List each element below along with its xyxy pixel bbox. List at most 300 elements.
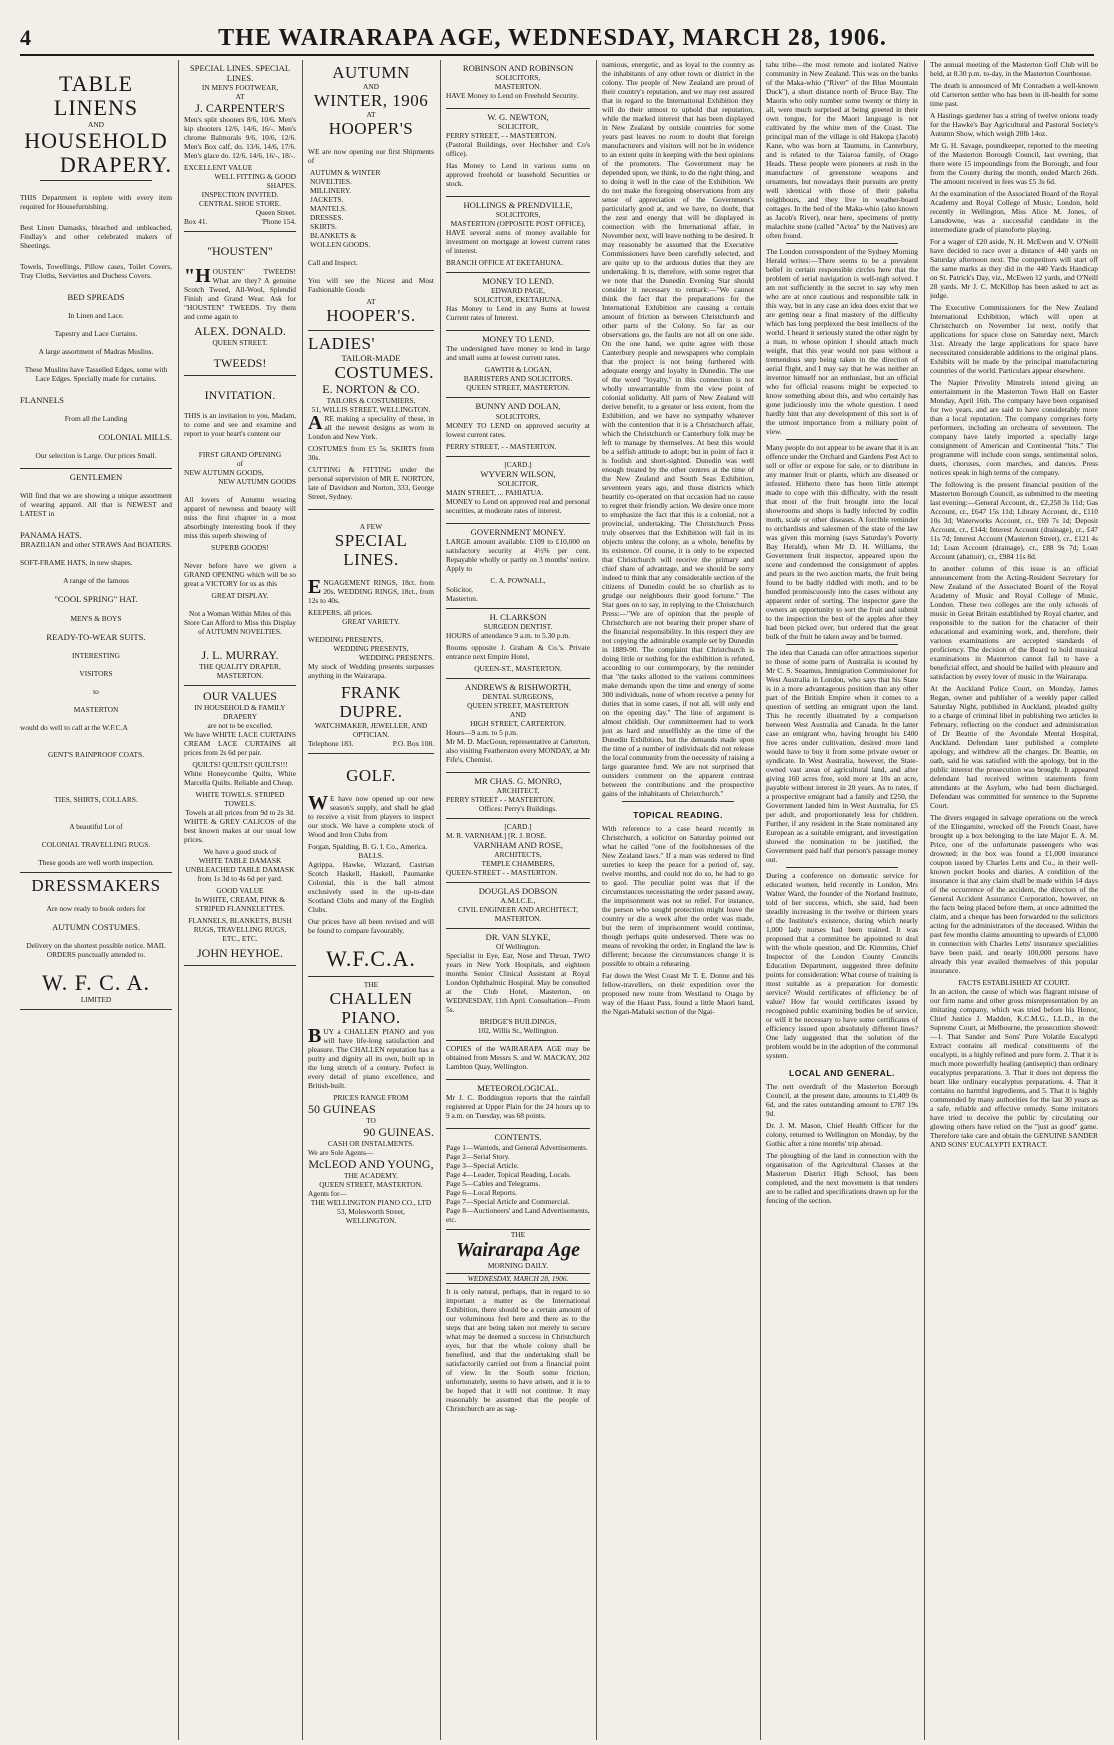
ad-text: CIVIL ENGINEER AND ARCHITECT, bbox=[458, 905, 578, 915]
ad-text: 'Phone 154. bbox=[261, 217, 296, 227]
ad-text: BUY a CHALLEN PIANO and you will have life-long satisfaction and pleasure. The CHALLEN reputation has a purity and dignity all its own, built up in the long stretch of a century. Perfect in every detail of piano excellence, and British-built. bbox=[308, 1025, 434, 1091]
ad-text: [CARD.] bbox=[504, 459, 532, 469]
article-text: The annual meeting of the Masterton Golf Club will be held, at 8.30 p.m. to-day, in the Masterton Courthouse. bbox=[930, 60, 1098, 78]
ad-text: COPIES of the WAIRARAPA AGE may be obtained from Messrs S. and W. MACKAY, 202 Lambton Quay, Wellington. bbox=[446, 1044, 590, 1072]
ad-text: Has Money to Lend in various sums on approved freehold or leasehold Securities or stock. bbox=[446, 161, 590, 189]
article-text: The death is announced of Mr Conradsen a well-known old Carterton settler who has been in ill-health for some time past. bbox=[930, 81, 1098, 108]
ad-text: MORNING DAILY. bbox=[487, 1260, 549, 1270]
article-text: namious, energetic, and as loyal to the country as the inhabitants of any other town or district in the colony. The people of New Zealand are proud of their country's reputation, and we may rest assured that in regard to the International Exhibition they will do their utmost to uphold that reputation, while the marked interest that has been displayed in New Zealand by outside countries for some years past leaves no room to doubt that foreign manufacturers and visitors will not be in evidence to an extent quite in keeping with the best opinions of the promoters. The Government may be depended upon, we think, to do the right thing, and to doing it well in the case of the Exhibition. We do not make the foregoing observations from any sense of appreciation of the Government's particularly good at, and we have, no doubt, that the zest and energy that will be displayed in connection with the International affair, in November next, will leave nothing to be desired. It may reasonably be assumed that the Executive Commissioners have been carefully selected, and are quite up to the arduous duties that they are undertaking. It is, therefore, with some regret that we note that the Dunedin Evening Star should consider it necessary to remark:—"We cannot think the fact that the preparations for the International Exhibition are causing a certain amount of friction as between Christchurch and other parts of the Colony. So far as our observations go, the faults are not all on one side. On the one hand, we quite agree with those Canterbury people and newspapers who complain that the project is not being furthered with adequate energy and loyalty in Dunedin. The use of the word "loyalty," in this connection is not wholly unwarrantable from the view point of colonial solidarity. All parts of New Zealand will derive benefit, to a greater or less extent, from the Exhibition, and we have no sympathy whatever with the contention that it is a Christchurch affair, which the Christchurch or Canterbury folk may be left to manage by themselves. At best this would be a selfish attitude to adopt; but in point of fact it is foolish and short-sighted. Dunedin was well enough treated by the other centres at the time of the New Zealand and South Seas Exhibition, seventeen years ago, and those districts which heartily co-operated on that occasion had no cause to regret their friendly action. We desire once more to emphasize the fact that this is a colonial, not a provincial, undertaking. The Christchurch Press truly observes that the Exhibition will fail in its objects unless the colony, as a whole, benefits by its existence. Of course, it is only to be expected that Christchurch will receive the primary and chief share of advantage, and we should be sorry indeed to think that any considerable section of the citizens of Dunedin could be so churlish as to grudge our neighbours their good fortune." The Star goes on to say, in replying to the Christchurch Press:—"We are of opinion that the people of Christchurch are not bearing their proper share of the financial responsibility. In this respect they are not copying the admirable example set by Dunedin in 1889-90. The complaint that Christchurch is doing little or nothing for the exhibition is refuted, according to our contemporary, by the reminder that "the tasks allotted to the various committees make demands upon the time and energy of some 300 individuals, none of whom receive a penny for duties that in some cases, if not all, will only end on the opening day." The line of argument is almost childish. Our committeemen had to work just as hard and unselfishly as the time of the Dunedin Exhibition, but the demands made upon the time of a number of individuals did not release the local community from the necessity of raising a large guarantee fund. We are not surprised that outsiders comment on the apparent contrast between the contributions and the prospective gains of the inhabitants of Christchurch." bbox=[602, 60, 754, 798]
ad-text: GENTLEMEN bbox=[69, 472, 123, 483]
list-item: AUTUMN & WINTER bbox=[310, 168, 381, 177]
card-heading: MR CHAS. G. MONRO, bbox=[474, 775, 562, 786]
card-heading: DR. VAN SLYKE, bbox=[485, 932, 551, 943]
ad-text: GAWITH & LOGAN, bbox=[484, 365, 552, 375]
item-list bbox=[308, 168, 434, 249]
ad-heading: E. NORTON & CO. bbox=[322, 382, 420, 397]
ad-text: BED SPREADS bbox=[67, 292, 125, 302]
ad-text: Call and Inspect. bbox=[308, 258, 358, 267]
ad-heading: LADIES' bbox=[308, 334, 376, 353]
ad-challen bbox=[308, 977, 434, 1230]
list-item: MILLINERY. bbox=[310, 186, 352, 195]
ad-text: In WHITE, CREAM, PINK & STRIPED FLANNELETTES. bbox=[194, 895, 286, 914]
contents-item: Page 4—Leader, Topical Reading, Locals. bbox=[446, 1169, 571, 1179]
ad-text: AND bbox=[87, 120, 104, 129]
column-6 bbox=[760, 60, 923, 1740]
ad-heading: W. F. C. A. bbox=[41, 969, 151, 995]
ad-text: QUEEN STREET, MASTERTON. bbox=[466, 383, 570, 393]
ad-text: Box 41. bbox=[184, 217, 208, 227]
ad-text: KEEPERS, all prices. bbox=[308, 608, 373, 618]
ad-text: GREAT DISPLAY. bbox=[211, 591, 269, 601]
card-heading: DOUGLAS DOBSON bbox=[478, 886, 558, 897]
card-heading: W. G. NEWTON, bbox=[487, 112, 549, 123]
card-newton bbox=[446, 109, 590, 197]
ad-text: QUEEN-STREET - - MASTERTON. bbox=[446, 868, 558, 878]
ad-text: BALLS. bbox=[358, 851, 384, 861]
article-text: At the Auckland Police Court, on Monday, James Regan, owner and publisher of a weekly paper called Saturday Night, published in Auckland, pleaded guilty to a charge of criminal libel in publishing two articles in February, reflecting on the conduct and administration of Dr Beattie of the Avondale Mental Hospital, Auckland. Defendant later published a complete apology, and withdrew all the charges. Dr. Beattie, on oath, said he was satisfied with the apology, but in the public interest the prosecution was brought. It appeared defendant had received written statements from attendants at the Asylum, who had been discharged. Defendant was committed for sentence to the Supreme Court. bbox=[930, 684, 1098, 810]
ad-text: WEDDING PRESENTS. bbox=[358, 653, 434, 663]
card-vanslyke bbox=[446, 929, 590, 1041]
ad-text: ARCHITECTS, bbox=[494, 850, 542, 860]
ad-text: MONEY TO LEND on approved security at lowest current rates. bbox=[446, 420, 590, 439]
article-text: The following is the present financial position of the Masterton Borough Council, as submitted to the meeting last evening:—General Account, dr., £2,258 3s 11d; Gas Account, cr., £647 15s 11d; Library Account, dr., £110 10s 3d; Waterworks Account, cr., £69 7s 1d; Deposit Account, cr., £144; Interest Account (drainage), cr., £47 11s 7d; Interest Account (Masterton Street), cr., £121 4s 1d; Loan Account (drainage), cr., £88 9s 7d; Loan Account (abattoir), cr., £984 11s 8d. bbox=[930, 480, 1098, 561]
ad-text: FLANNELS, BLANKETS, BUSH RUGS, TRAVELLING RUGS, ETC., ETC. bbox=[188, 916, 292, 944]
list-item: JACKETS. bbox=[310, 195, 344, 204]
card-page bbox=[446, 273, 590, 331]
ad-text: Not a Woman Within Miles of this Store Can Afford to Miss this Display of AUTUMN NOVELTIES. bbox=[184, 609, 296, 637]
ad-text: We have a good stock of bbox=[203, 847, 277, 857]
ad-text: TIES, SHIRTS, COLLARS. bbox=[54, 794, 138, 804]
ad-text bbox=[184, 217, 296, 226]
ad-text: THIS is an invitation to you, Madam, to come and see and examine and report to your heart's content our bbox=[184, 411, 296, 439]
ad-text: SURGEON DENTIST. bbox=[483, 621, 553, 631]
section-heading: METEOROLOGICAL. bbox=[477, 1083, 559, 1094]
masthead bbox=[20, 22, 1094, 56]
contents-item: Page 8—Auctioneers' and Land Advertisements, etc. bbox=[446, 1205, 590, 1224]
ad-text: All lovers of Autumn wearing apparel of newness and beauty will miss the first chapter in a most absorbingly interesting book if they miss this superb showing of bbox=[184, 495, 296, 541]
ad-text: Our selection is Large. Our prices Small. bbox=[35, 451, 157, 461]
ad-text: AND bbox=[509, 709, 526, 719]
ad-text: PRICES RANGE FROM bbox=[333, 1093, 409, 1103]
ad-heading: TABLE LINENS bbox=[53, 71, 139, 120]
section-heading: FACTS ESTABLISHED AT COURT. bbox=[958, 978, 1070, 987]
ad-text: A FEW bbox=[359, 522, 383, 532]
ad-text: MAIN STREET, ... PAHIATUA. bbox=[446, 487, 544, 497]
card-heading: VARNHAM AND ROSE, bbox=[473, 840, 563, 851]
ad-text: MASTERTON bbox=[73, 704, 119, 714]
ad-text: THE bbox=[510, 1229, 526, 1239]
ad-text: HOURS of attendance 9 a.m. to 5.30 p.m. bbox=[446, 630, 570, 640]
ad-text: to bbox=[93, 686, 99, 696]
article-text: The idea that Canada can offer attractions superior to those of some parts of Australia is scouted by Mr C. S. Seaamus, Immigration Commissioner for West Australia in London, who says that his State is in a more advantageous position than any other part of the British Empire when it comes to a question of settling an emigrant upon the land. This he recently illustrated by a comparison between West Australia and Canada. In the latter case an emigrant who, having brought his £400 free acres under cultivation, desired more land would have to buy it from some private owner or syndicate. In West Australia, however, the State-owned vast areas of agricultural land, and after giving 160 acres free, sold more at 10s an acre, payable without interest in 20 years. As to rates, if a prospective emigrant had a family and £250, the Government landed him in West Australia, for £5 per adult, and proportionately less for children. Further, if any resident in the State nominated any European as a suitable emigrant, and investigation showed the nomination to be justified, the Government paid half that person's passage money out. bbox=[766, 648, 918, 864]
ad-heading: WINTER, 1906 bbox=[313, 91, 429, 110]
ad-text: A range of the famous bbox=[63, 576, 129, 586]
ad-text: NEW AUTUMN GOODS, bbox=[184, 468, 264, 478]
ad-text: Men's split shooters 8/6, 10/6. Men's kip shooters 12/6, 14/6, 16/-. Men's chrome Balmorals 9/6, 10/6, 12/6. Men's Box calf, do. 13/6, 14/6, 17/6. Men's glace do. 12/6, 14/6, 16/-, 18/-. bbox=[184, 115, 296, 161]
ad-text: WE are now opening our first Shipments of bbox=[308, 147, 434, 165]
article-text: The nett overdraft of the Masterton Borough Council, at the present date, amounts to £1,409 0s 6d, and the rates outstanding amount to £787 19s 9d. bbox=[766, 1082, 918, 1119]
ad-text: SOLICITOR, EKETAHUNA. bbox=[473, 295, 563, 305]
ad-text: The undersigned have money to lend in large and small sums at lowest current rates. bbox=[446, 344, 590, 363]
article-text: Many people do not appear to be aware that it is an offence under the Orchard and Gardens Pest Act to sell or offer or expose for sale, or to distribute in any manner fruit or plants, which are diseased or infested. Hitherto there has been little attempt made to cope with this difficulty, with the result that most of the fruit brought into the local showrooms and shops is badly infected by codlin moth, scale or other diseases. A forcible reminder to orchardists and salesmen of the state of the law was given this morning (says Saturday's Poverty Bay Herald), when Mr D. H. Williams, the Government fruit inspector, appeared upon the scene and condemned the consignment of apples and pears in the two auction marts, the fruit being found to be badly riddled with moth, and to be bundled promiscuously into the cases without any apparent order of sorting. The inspector gave the owners an opportunity to sort the fruit and submit to the inspection the best of the apples after they had been picked over, but ordered that the great bulk of the fruit be taken away and be burned. bbox=[766, 443, 918, 641]
page-number: 4 bbox=[20, 25, 31, 50]
ad-carpenter bbox=[184, 60, 296, 232]
ad-gentlemen bbox=[20, 469, 172, 872]
ad-text: WATCHMAKER, JEWELLER, AND OPTICIAN. bbox=[314, 721, 428, 740]
ad-text: These goods are well worth inspection. bbox=[38, 857, 154, 867]
ad-text: WEDDING PRESENTS, bbox=[308, 635, 384, 645]
ad-text: WELL FITTING & GOOD SHAPES. bbox=[214, 172, 296, 191]
ad-text: Mr M. D. MacGoun, representative at Carterton, also visiting Featherston every MONDAY, at Mr Fife's, Chemist. bbox=[446, 736, 590, 764]
ad-dupre bbox=[308, 510, 434, 754]
ad-text: MEN'S & BOYS bbox=[70, 613, 122, 623]
ad-text: A large assortment of Madras Muslins. bbox=[38, 347, 154, 357]
list-item: BLANKETS & bbox=[310, 231, 357, 240]
card-heading: GOVERNMENT MONEY. bbox=[470, 526, 566, 537]
article-text: The Napier Privolity Minstrels intend giving an entertainment in the Masterton Town Hall on Easter Monday, April 16th. The company have been organised for two years, and are said to have considerably more than a local reputation. The company comprises forty performers, including an orchestra of seventeen. The company have lately imported a specially large consignment of American and Continental "hits." The programme will include coon songs, sentimental solos, duets, choruses, coon marches, and dances. Press notices speak in high terms of the company. bbox=[930, 378, 1098, 477]
list-item: MANTELS. bbox=[310, 204, 347, 213]
ad-text: BARRISTERS AND SOLICITORS. bbox=[463, 374, 573, 384]
ad-text: THE QUALITY DRAPER, bbox=[199, 662, 281, 672]
ad-text: 90 GUINEAS. bbox=[363, 1125, 434, 1140]
ad-text: IN MEN'S FOOTWEAR, bbox=[201, 83, 279, 93]
ad-text: INSPECTION INVITED. bbox=[201, 190, 279, 200]
ad-text: In Linen and Lace. bbox=[68, 311, 124, 321]
ad-golf bbox=[308, 754, 434, 977]
ad-text: THE ACADEMY. bbox=[343, 1171, 399, 1181]
ad-text: LIMITED bbox=[80, 994, 112, 1004]
card-pownall bbox=[446, 524, 590, 609]
ad-text: 53, Molesworth Street, bbox=[337, 1207, 405, 1217]
article-text: For a wager of £20 aside, N. H. McEwen and V. O'Neill have decided to race over a distance of 440 yards on Saturday afternoon next. The competitors will start off the same marks as they did in the 440 Yards Handicap on St. Patrick's Day, viz., McEwen 12 yards, and O'Neill 28 yards. Mr J. C. McKillop has been asked to act as judge. bbox=[930, 237, 1098, 300]
ad-text: "COOL SPRING" HAT. bbox=[54, 594, 138, 605]
ad-heading: SPECIAL LINES. SPECIAL LINES. bbox=[189, 63, 291, 84]
article-text: The London correspondent of the Sydney Morning Herald writes:—There seems to be a prevalent belief in certain responsible circles here that the problem of serial navigation is well-nigh solved. I am not sufficiently in the secret to say why men who are at once cautious and responsible talk in this way, but in any case an idea does exist that we are getting near a final mastery of the difficulty which has long perplexed the best intellects of the world. I heard it seriously stated the other night by a man, to whose opinion I should attach much weight, that this year would not pass without a tremendous step being taken in the direction of aerial flight, and I may say that he was neither an inventor himself nor an enthusiast, but an official who for official reasons might be expected to know something about this, and who certainly has gone judiciously into the whole question. I need hardly hint that any development of this sort is of the utmost importance from a military point of view. bbox=[766, 247, 918, 436]
article-text: The ploughing of the land in connection with the organisation of the Agricultural Classes at the Masterton District High School, has been completed, and the next movement is that tenders are to be called and specifications drawn up for the fencing of the section. bbox=[766, 1151, 918, 1206]
card-wyvern bbox=[446, 457, 590, 524]
ad-heading: DRESSMAKERS bbox=[31, 875, 161, 895]
ad-text: WHITE & GREY CALICOS of the best known makes at our usual low prices. bbox=[184, 817, 296, 845]
ad-heading: TWEEDS! bbox=[213, 356, 267, 371]
ad-text: HAVE Money to Lend on Freehold Security. bbox=[446, 91, 579, 101]
ad-heading: "HOUSTEN" bbox=[207, 244, 273, 259]
ad-text: QUEEN STREET, MASTERTON bbox=[467, 700, 569, 710]
ad-heading: INVITATION. bbox=[204, 388, 276, 403]
ad-text: AUTUMN COSTUMES. bbox=[52, 921, 140, 932]
ad-text: MASTERTON. bbox=[216, 671, 264, 681]
ad-text: TO bbox=[366, 1116, 376, 1126]
ad-heading: ALEX. DONALD. bbox=[194, 324, 286, 339]
contents-item: Page 2—Serial Story. bbox=[446, 1151, 510, 1161]
ad-text: GOOD VALUE bbox=[216, 886, 264, 896]
article-text: The divers engaged in salvage operations on the wreck of the Elingamite, wrecked off the French Coast, have brought up a box belonging to the late Major E. A. M. Price, one of the unfortunate passengers who was drowned; in the box was found a £1,000 insurance coupon issued by Charles Letts and Co., in their well-known pocket books and diaries. A condition of the insurance is that any claim shall be made within 14 days of the occurrence of the accident, the directors of the General Accident Assurance Corporation, however, on the facts being placed before them, at once admitted the claim, and a cheque has been forwarded to the solicitors acting for the administrators of the deceased. Within the past few months claims amounting to upwards of £3,000 in connection with Charles Letts' insurance specialities have been paid, and nearly 100,000 persons have already this year availed themselves of this popular insurance. bbox=[930, 813, 1098, 975]
ad-text: Forgan, Spalding, B. G. I. Co., America. bbox=[308, 842, 428, 852]
ad-text: ARCHITECT, bbox=[496, 786, 540, 796]
ad-text: COLONIAL TRAVELLING RUGS. bbox=[41, 839, 151, 849]
article-text: Dr. J. M. Mason, Chief Health Officer for the colony, returned to Wellington on Monday, by the Gothic after a nine months' trip abroad. bbox=[766, 1121, 918, 1149]
card-heading: ANDREWS & RISHWORTH, bbox=[464, 681, 572, 692]
ad-text: Will find that we are showing a unique assortment of wearing apparel. All that is NEWEST and LATEST in bbox=[20, 491, 172, 519]
ad-text: P.O. Box 108. bbox=[392, 739, 434, 749]
contents-item: Page 5—Cables and Telegrams. bbox=[446, 1178, 541, 1188]
ad-text: ARE making a speciality of these, in all the newest designs as worn in London and New York. bbox=[308, 412, 434, 442]
ad-text: (Pastoral Buildings, over Hechsher and Co's office). bbox=[446, 140, 590, 159]
ad-text: of bbox=[236, 459, 244, 469]
article-text: In another column of this issue is an official announcement from the Acting-Resident Secretary for New Zealand of the Associated Board of the Royal Academy of Music and Royal College of Music, London. These two colleges are the only schools of music in Great Britain established by Royal charter, and responsible to the nation for the character of their educational and examining work, and, therefore, their various examinations are accepted standards of proficiency. The decision of the Board to hold musical examinations in Masterton cannot fail to have a beneficial effect, and should be hailed with pleasure and satisfaction by every lover of music in the Wairarapa. bbox=[930, 564, 1098, 681]
ad-text: READY-TO-WEAR SUITS. bbox=[46, 631, 146, 642]
ad-text: WEDDING PRESENTS, bbox=[333, 644, 409, 654]
card-bunny bbox=[446, 398, 590, 456]
ad-text: HAVE several sums of money available for investment on mortgage at lowest current rates of interest. bbox=[446, 228, 590, 256]
ad-text: PERRY STREET, - - MASTERTON. bbox=[446, 131, 557, 141]
ad-text: GREAT VARIETY. bbox=[342, 617, 400, 627]
ad-text: Telephone 183. bbox=[308, 739, 354, 749]
ad-text: AT bbox=[235, 92, 245, 102]
ad-text: INTERESTING bbox=[71, 650, 121, 660]
ad-text: TAILORS & COSTUMIERS, bbox=[326, 396, 416, 406]
ad-heading: GOLF. bbox=[346, 766, 396, 786]
ad-text: 50 GUINEAS bbox=[308, 1102, 376, 1117]
card-varnham bbox=[446, 819, 590, 883]
article-text: It is only natural, perhaps, that in regard to so important a matter as the International Exhibition, there should be a certain amount of our voluminous feel here and there as to the steps that are being taken not merely to secure what may be deemed a success in Christchurch eyes, but that the whole colony shall be benefited, and that the undertaking shall be satisfactorily carried out from a financial point of view. In the South some friction, unfortunately, seems to have arisen, and it is to be hoped that it will not continue. It may reasonably be assumed that the people of Christchurch are as sag- bbox=[446, 1286, 590, 1413]
contents-item: Page 7—Special Article and Commercial. bbox=[446, 1196, 570, 1206]
section-heading: CONTENTS. bbox=[494, 1132, 542, 1143]
ad-text: Queen Street. bbox=[255, 208, 296, 218]
ad-text: "HOUSTEN" TWEEDS! What are they? A genuine Scotch Tweed, All-Wool, Splendid Finish and Grand Wear. Ask for "HOUSTEN" TWEEDS. Try them and come again to bbox=[184, 265, 296, 322]
ad-text: Specialist in Eye, Ear, Nose and Throat, TWO years in New York Hospitals, and eighteen months Senior Clinical Assistant at Royal London Ophthalmic Hospital. May be consulted at the Club Hotel, Masterton, on WEDNESDAY, 11th April. Consultation—From 5s. bbox=[446, 951, 590, 1015]
ad-heading: COSTUMES. bbox=[334, 363, 434, 383]
columns bbox=[20, 60, 1096, 1740]
ad-heading: OUR VALUES bbox=[203, 689, 277, 704]
newspaper-title: THE WAIRARAPA AGE, WEDNESDAY, MARCH 28, 1906. bbox=[218, 24, 887, 51]
section-heading: TOPICAL READING. bbox=[633, 810, 723, 820]
ad-text: White Honeycombe Quilts, White Marcella Quilts. Reliable and Cheap. bbox=[184, 769, 296, 788]
ad-text: WELLINGTON. bbox=[345, 1216, 397, 1226]
ad-text: COLONIAL MILLS. bbox=[98, 432, 172, 443]
ad-text: You will see the Nicest and Most Fashionable Goods bbox=[308, 276, 434, 294]
ad-text: 51, WILLIS STREET, WELLINGTON. bbox=[311, 405, 431, 415]
ad-text: These Muslins have Tasselled Edges, some with Lace Edges. Specially made for curtains. bbox=[24, 365, 168, 384]
ad-text: Delivery on the shortest possible notice. MAIL ORDERS punctually attended to. bbox=[26, 940, 166, 959]
ad-text: AT bbox=[366, 110, 376, 119]
card-heading: ROBINSON AND ROBINSON bbox=[462, 63, 574, 73]
card-heading: HOLLINGS & PRENDVILLE, bbox=[463, 200, 573, 211]
card-heading: BUNNY AND DOLAN, bbox=[475, 401, 561, 412]
ad-text: QUEEN-ST., MASTERTON. bbox=[474, 663, 562, 673]
ad-text: M. R. VARNHAM.] [R. J. ROSE. bbox=[446, 831, 547, 841]
ad-text: GENT'S RAINPROOF COATS. bbox=[48, 749, 144, 759]
card-dobson bbox=[446, 883, 590, 929]
ad-text: LARGE amount available. £109 to £10,000 on satisfactory security at 4½% per cent. Repayable wholly or partly on 3 months' notice. Apply to bbox=[446, 536, 590, 573]
ad-text: BRANCH OFFICE AT EKETAHUNA. bbox=[446, 258, 564, 268]
ad-text: CUTTING & FITTING under the personal supervision of MR E. NORTON, late of Davidson and Norton, 333, George Street, Sydney. bbox=[308, 465, 434, 502]
ad-heading: J. L. MURRAY. bbox=[201, 648, 279, 663]
ad-text: would do well to call at the W.F.C.A bbox=[20, 722, 128, 732]
ad-text: EDWARD PAGE, bbox=[491, 286, 545, 296]
ad-text: WE have now opened up our new season's supply, and shall be glad to receive a visit from players to inspect our stock. We have a complete stock of Wood and Iron Clubs from bbox=[308, 792, 434, 840]
ad-text: WHITE TABLE DAMASK UNBLEACHED TABLE DAMASK from 1s 3d to 4s 6d per yard. bbox=[185, 856, 295, 884]
ad-text: MASTERTON. bbox=[494, 914, 542, 924]
ad-text: A.M.I.C.E., bbox=[500, 896, 536, 906]
column-7 bbox=[924, 60, 1098, 1740]
ad-text bbox=[308, 739, 434, 748]
article-text: A Hastings gardener has a string of twelve onions ready for the Hawke's Bay Agricultural and Pastoral Society's Autumn Show, which weigh 20lb 14oz. bbox=[930, 111, 1098, 138]
ad-heading: HOUSEHOLD bbox=[24, 128, 168, 153]
ad-heading: FRANK DUPRE. bbox=[339, 683, 403, 722]
article-text: At the examination of the Associated Board of the Royal Academy and Royal College of Music, London, held recently in Wellington, Miss Alice M. Jones, of Lansdowne, was a successful candidate in the intermediate grade of pianoforte playing. bbox=[930, 189, 1098, 234]
card-hollings bbox=[446, 197, 590, 273]
ad-text: FLANNELS bbox=[20, 395, 64, 406]
ad-heading: CHALLEN PIANO. bbox=[329, 989, 413, 1028]
list-item: SKIRTS. bbox=[310, 222, 337, 231]
ad-text: NEW AUTUMN GOODS bbox=[218, 477, 296, 487]
ad-text: SOLICITORS, bbox=[495, 210, 541, 220]
ad-text: EXCELLENT VALUE bbox=[184, 163, 253, 173]
ad-text: HIGH STREET, CARTERTON. bbox=[470, 718, 566, 728]
ad-text: ENGAGEMENT RINGS, 18ct. from 20s. WEDDING RINGS, 18ct., from 12s to 40s. bbox=[308, 576, 434, 606]
article-text: With reference to a case heard recently in Christchurch, a solicitor on Saturday pointed out what he called "one of the foolishnesses of the New Zealand laws." If a man was ordered to find sureties to keep the peace for a period of, say, twelve months, and could not do so, he had to go to gaol. The peculiar point was that if the circumstances necessitating the order passed away, the imprisonment was not so relief. For instance, the person who sought protection might leave the country or die a week after the order was made, but the term of imprisonment would continue, though perhaps quite undeserved. There was no means of revoking the order, in England the law is different; because the circumstances change it is possible to obtain a rehearing. bbox=[602, 824, 754, 969]
contents-item: Page 6—Local Reports. bbox=[446, 1187, 517, 1197]
card-heading: WYVERN WILSON, bbox=[480, 468, 556, 479]
ad-text: TAILOR-MADE bbox=[341, 353, 401, 363]
ad-text: SOLICITORS, bbox=[495, 411, 541, 421]
ad-text: SOLICITOR, bbox=[497, 122, 539, 132]
column-5 bbox=[596, 60, 759, 1740]
ad-text: Tapestry and Lace Curtains. bbox=[54, 329, 138, 339]
ad-text: Hours—9 a.m. to 5 p.m. bbox=[446, 727, 518, 737]
ad-text: DENTAL SURGEONS, bbox=[482, 691, 554, 701]
ad-text: We are Sole Agents— bbox=[308, 1148, 374, 1158]
section-contents bbox=[446, 1129, 590, 1229]
ad-text: Towels, Towellings, Pillow cases, Toilet Covers, Tray Cloths, Serviettes and Duchess Covers. bbox=[20, 262, 172, 280]
ad-text: BRIDGE'S BUILDINGS, bbox=[479, 1017, 557, 1027]
ad-text: Masterton. bbox=[446, 593, 478, 603]
ad-text: FIRST GRAND OPENING bbox=[198, 450, 282, 460]
card-robinson bbox=[446, 60, 590, 109]
ad-text: SUPERB GOODS! bbox=[211, 543, 269, 553]
list-item: NOVELTIES. bbox=[310, 177, 352, 186]
ad-heading: HOOPER'S. bbox=[326, 306, 416, 325]
article-text: Far down the West Coast Mr T. E. Donne and his fellow-travellers, on their expedition over the proposed new route from Westland to Otago by way of the Haast Pass, found a little Maori band, the Ngati-Mahaki section of the Ngai- bbox=[602, 971, 754, 1017]
ad-text: 102, Willis St., Wellington. bbox=[477, 1026, 559, 1036]
ad-text: Rooms opposite J. Graham & Co.'s. Private entrance next Empire Hotel, bbox=[446, 642, 590, 661]
ad-text: C. A. POWNALL, bbox=[490, 575, 546, 585]
ad-text: THIS Department is replete with every item required for Housefurnishing. bbox=[20, 193, 172, 211]
ad-text: TEMPLE CHAMBERS, bbox=[481, 859, 555, 869]
section-heading: LOCAL AND GENERAL. bbox=[789, 1068, 895, 1078]
article-text: Mr J. C. Boddington reports that the rainfall registered at Upper Plain for the 24 hours up to 9 a.m. on Tuesday, was 68 points. bbox=[446, 1093, 590, 1121]
ad-text: Agents for— bbox=[308, 1189, 347, 1199]
ad-text: BRAZILIAN and other STRAWS And BOATERS. bbox=[20, 540, 172, 550]
ad-dressmakers bbox=[20, 873, 172, 1010]
card-heading: H. CLARKSON bbox=[489, 611, 547, 622]
ad-text: are not to be excelled. bbox=[207, 721, 273, 731]
article-text: tahu tribe—the most remote and isolated Native community in New Zealand. This was on the banks of the Maka-whio ("River" of the Blue Mountain Duck"), a short distance north of Bruce Bay. The Maoris who only number some twenty or thirty in all, were much surprised at being greeted in their own tongue, for the Maori language is not cultivated by the white men of the Coast. The principal man of the village is old Hakopa (Jacob) Kane, who was born at Taumutu, in Canterbury, and is related to the Taiaroa family, of Otago Heads. These people were pioneers at rush in the manufacture of greenstone weapons and ornaments, but nowadays their pursuits are pretty well identical with those of their pakeha neighbours, and they live in weather-board cottages. In the bed of the Maka-whio (also known as Jacob's River), near here, specimens of pretty malachite stone (called "Actea" by the Natives) are often found. bbox=[766, 60, 918, 240]
ad-text: Best Linen Damasks, bleached and unbleached, Findlay's and other celebrated makers of Sheetings. bbox=[20, 223, 172, 250]
ad-heading: DRAPERY. bbox=[59, 152, 172, 177]
article-text: In an action, the cause of which was flagrant misuse of our firm name and other gross misrepresentation by an imitating company, which was tried before his Honor, Chief Justice J. Madden, K.C.M.G., LL.D., in the Supreme Court, at Melbourne, the prosecution showed:—1. That Sander and Sons' Pure Volatile Eucalypti Extract contains all medical constituents of the eucalypti, in a highly refined and pure form. 2. That it is much more powerfully healing (antiseptic) than ordinary eucalyptus preparations. 3. That it does not depress the heart like ordinary eucalyptus preparations. 4. That it contains no harmful ingredients, and 5. That it is highly commended by many authorities for the last 30 years as a safe, reliable and effective remedy. Some imitators have tried to deceive the public by circulating our glowing others have relied on the "just as good" game. Therefore take care and obtain the GENUINE SANDER AND SONS' EUCALYPTI EXTRACT. bbox=[930, 987, 1098, 1149]
article-text: The Executive Commissioners for the New Zealand International Exhibition, which will open at Christchurch on November 1st next, notify that applications for space close on Saturday next, March 31st. Already the large applications for space have necessitated considerable additions to the original plans. Exhibits will be made by the principal manufacturing countries of the world. Particulars appear elsewhere. bbox=[930, 303, 1098, 375]
contents-item: Page 1—Wanteds, and General Advertisements. bbox=[446, 1142, 588, 1152]
ad-text: PANAMA HATS. bbox=[20, 530, 82, 541]
ad-text: AT bbox=[366, 297, 376, 306]
ad-text: From all the Landing bbox=[64, 414, 128, 424]
ad-text: COSTUMES from £5 5s. SKIRTS from 30s. bbox=[308, 444, 434, 463]
ad-murray bbox=[184, 376, 296, 686]
ad-text: Are now ready to book orders for bbox=[46, 903, 146, 913]
ad-text: My stock of Wedding presents surpasses anything in the Wairarapa. bbox=[308, 662, 434, 681]
list-item: DRESSES. bbox=[310, 213, 344, 222]
column-2 bbox=[178, 60, 301, 1740]
column-4 bbox=[440, 60, 595, 1740]
column-1 bbox=[20, 60, 178, 1740]
ad-text: QUEEN STREET. bbox=[212, 338, 268, 348]
ad-text: Never before have we given a GRAND OPENING which will be so great a VICTORY for us as this bbox=[184, 561, 296, 589]
card-clarkson bbox=[446, 609, 590, 679]
ad-text: Agrippa, Hawke, Wizzard, Castrian Scotch Haskell, Haskell, Paumanke Colonial, this is the ball almost exclusively used in the up-to-date Scotland Clubs and many of the English Clubs. bbox=[308, 860, 434, 915]
ad-text: SOFT-FRAME HATS, in new shapes. bbox=[20, 558, 133, 568]
ad-text: MONEY to Lend on approved real and personal securities, at moderate rates of interest. bbox=[446, 496, 590, 515]
article-text: During a conference on domestic service for educated women, held recently in London, Mrs Walter Ward, the founder of the Norland Institute, told of her success, which, she said, had been steadily increasing in the twelve or thirteen years of the Institute's existence, during which nearly 1,000 lady nurses had been trained. It was proposed that a committee be appointed to deal with the whole question, and Dr. Kimmins, Chief Inspector of the London County Councils Education Department, suggested three definite points for consideration: What course of training is most suitable as a preparation for domestic service? Would certificates of efficiency be of value? How far would certificates issued by recognised public examining bodies be of service, or will it be necessary to have some certificates of efficiency issued upon absolutely different lines? One lady suggested that the solution of the problem would be in the adoption of the communal system. bbox=[766, 871, 918, 1060]
ad-heading: HOOPER'S bbox=[328, 119, 414, 138]
ad-text: MASTERTON (OPPOSITE POST OFFICE), bbox=[450, 219, 586, 229]
ad-text: Has Money to Lend in any Sums at lowest Current rates of Interest. bbox=[446, 304, 590, 323]
ad-text: WHITE TOWELS. STRIPED TOWELS. bbox=[195, 790, 285, 809]
ad-text: [CARD.] bbox=[504, 822, 532, 832]
ad-text: THE bbox=[363, 980, 379, 990]
list-item: WOLLEN GOODS. bbox=[310, 240, 371, 249]
ad-text: SOLICITORS, bbox=[495, 73, 541, 83]
paper-nameplate: Wairarapa Age bbox=[456, 1238, 580, 1261]
ad-text: PERRY STREET - - MASTERTON. bbox=[446, 795, 555, 805]
ad-text: Of Wellington. bbox=[495, 942, 541, 952]
article-date: WEDNESDAY, MARCH 28, 1906. bbox=[446, 1273, 590, 1284]
card-heading: MONEY TO LEND. bbox=[482, 276, 554, 287]
card-andrews bbox=[446, 679, 590, 773]
ad-hoopers bbox=[308, 60, 434, 331]
ad-text: PERRY STREET, - - MASTERTON. bbox=[446, 441, 557, 451]
card-gawith bbox=[446, 331, 590, 398]
ad-text: MASTERTON. bbox=[494, 82, 542, 92]
ad-housten bbox=[184, 232, 296, 376]
ad-text: CENTRAL SHOE STORE. bbox=[199, 199, 281, 209]
contents-item: Page 3—Special Article. bbox=[446, 1160, 519, 1170]
ad-heading: J. CARPENTER'S bbox=[195, 101, 285, 116]
ad-norton bbox=[308, 331, 434, 510]
ad-text: SOLICITOR, bbox=[497, 478, 539, 488]
ad-text: CASH OR INSTALMENTS. bbox=[327, 1139, 415, 1149]
ad-heading: SPECIAL LINES. bbox=[334, 531, 408, 570]
ad-text: VISITORS bbox=[79, 668, 113, 678]
notice-copies bbox=[446, 1041, 590, 1080]
card-monro bbox=[446, 773, 590, 819]
ad-heading: JOHN HEYHOE. bbox=[197, 946, 283, 961]
ad-text: IN HOUSEHOLD & FAMILY DRAPERY bbox=[194, 703, 286, 722]
leader-article bbox=[446, 1230, 590, 1413]
ad-text: QUEEN STREET, MASTERTON. bbox=[319, 1180, 423, 1190]
ad-text: We have WHITE LACE CURTAINS CREAM LACE CURTAINS all prices from 2s 6d per pair. bbox=[184, 730, 296, 758]
ad-text: Towels at all prices from 9d to 2s 3d. bbox=[185, 808, 295, 818]
ad-heading: AUTUMN bbox=[332, 63, 410, 82]
ad-text: A beautiful Lot of bbox=[69, 821, 123, 831]
article-text: Mr G. H. Savage, poundkeeper, reported to the meeting of the Masterton Borough Council, last evening, that there were 15 impoundings from the Borough, and four from the County during the month, ended March 26th. The amount received in fees was £5 3s 6d. bbox=[930, 141, 1098, 186]
ad-text: THE WELLINGTON PIANO CO., LTD bbox=[310, 1198, 432, 1208]
card-heading: MONEY TO LEND. bbox=[482, 334, 554, 345]
ad-heading: W.F.C.A. bbox=[326, 946, 416, 972]
ad-table-linens bbox=[20, 60, 172, 469]
ad-text: Our prices have all been revised and will be found to compare favourably. bbox=[308, 917, 434, 936]
ad-heading: McLEOD AND YOUNG, bbox=[308, 1157, 434, 1172]
